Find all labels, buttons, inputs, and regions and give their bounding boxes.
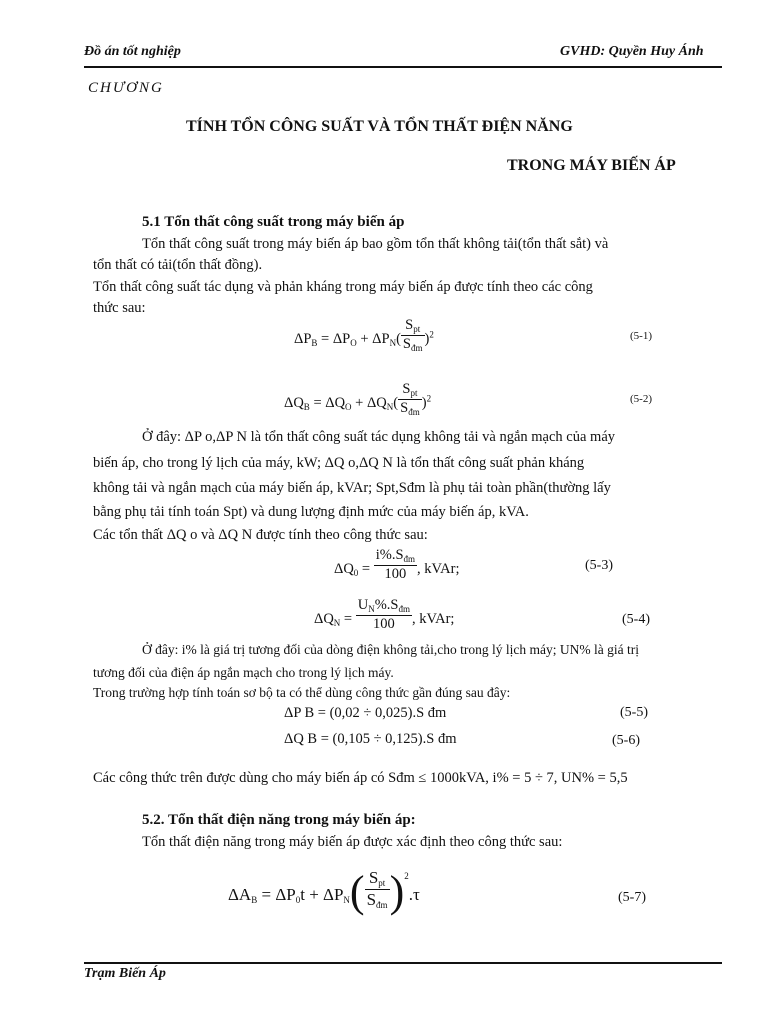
paragraph-line: Ở đây: i% là giá trị tương đối của dòng điện không tải,cho trong lý lịch máy; UN% là giá trị — [142, 642, 639, 657]
equation-5-3: $\Delta Q_0$ = $\frac{i\%.S_{đm}}{100}$ , kVAr; — [334, 547, 460, 582]
paragraph-line: Tổn thất công suất tác dụng và phản kháng trong máy biến áp được tính theo các công — [93, 279, 593, 295]
equation-5-2: $\Delta Q_B = \Delta Q_O + \Delta Q_N$( $\frac{S_{pt}}{S_{đm}}$ )$^2$ — [284, 381, 432, 417]
page-title-line2: TRONG MÁY BIẾN ÁP — [507, 157, 676, 174]
paragraph-line: tổn thất có tải(tổn thất đồng). — [93, 257, 263, 273]
header-rule — [84, 66, 722, 68]
paragraph-line: Ở đây: ΔP o,ΔP N là tổn thất công suất tác dụng không tải và ngắn mạch của máy — [142, 429, 616, 445]
equation-number: (5-3) — [585, 558, 613, 573]
header-left: Đồ án tốt nghiệp — [84, 44, 181, 59]
equation-5-6: ΔQ B = (0,105 ÷ 0,125).S đm — [284, 731, 457, 747]
paragraph-line: Tổn thất công suất trong máy biến áp bao gồm tổn thất không tải(tổn thất sắt) và — [142, 236, 609, 252]
equation-5-7: $\Delta A_B = \Delta P_0t + \Delta P_N$( $\frac{S_{pt}}{S_{đm}}$ )$^2$.τ — [228, 867, 420, 916]
footer-rule — [84, 962, 722, 964]
equation-5-5: ΔP B = (0,02 ÷ 0,025).S đm — [284, 705, 447, 721]
paragraph-line: bằng phụ tải tính toán Spt) và dung lượng định mức của máy biến áp, kVA. — [93, 504, 529, 520]
paragraph-line: tương đối của điện áp ngắn mạch cho trong lý lịch máy. — [93, 665, 394, 680]
page-title-line1: TÍNH TỔN CÔNG SUẤT VÀ TỔN THẤT ĐIỆN NĂNG — [186, 118, 573, 135]
equation-number: (5-7) — [618, 890, 646, 905]
paragraph-line: Trong trường hợp tính toán sơ bộ ta có thể dùng công thức gần đúng sau đây: — [93, 685, 511, 700]
paragraph-line: Các công thức trên được dùng cho máy biến áp có Sđm ≤ 1000kVA, i% = 5 ÷ 7, UN% = 5,5 — [93, 770, 628, 786]
paragraph-line: Các tổn thất ΔQ o và ΔQ N được tính theo công thức sau: — [93, 527, 428, 543]
paragraph-line: biến áp, cho trong lý lịch của máy, kW; ΔQ o,ΔQ N là tổn thất công suất phản kháng — [93, 455, 585, 471]
equation-number: (5-1) — [630, 330, 652, 342]
equation-number: (5-5) — [620, 705, 648, 720]
equation-number: (5-4) — [622, 612, 650, 627]
paragraph-line: Tổn thất điện năng trong máy biến áp được xác định theo công thức sau: — [142, 834, 563, 850]
chapter-label: CHƯƠNG — [88, 80, 164, 96]
section-heading-5-1: 5.1 Tổn thất công suất trong máy biến áp — [142, 214, 405, 230]
header-right: GVHD: Quyền Huy Ánh — [560, 44, 704, 59]
footer-left: Trạm Biến Áp — [84, 966, 166, 981]
equation-number: (5-2) — [630, 393, 652, 405]
equation-5-1: $\Delta P_B = \Delta P_O + \Delta P_N$( $\frac{S_{pt}}{S_{đm}}$ )$^2$ — [294, 317, 434, 353]
paragraph-line: thức sau: — [93, 300, 146, 316]
equation-5-4: $\Delta Q_N$ = $\frac{U_N\%.S_{đm}}{100}$ , kVAr; — [314, 597, 455, 632]
section-heading-5-2: 5.2. Tổn thất điện năng trong máy biến áp: — [142, 812, 416, 828]
paragraph-line: không tải và ngắn mạch của máy biến áp, kVAr; Spt,Sđm là phụ tải toàn phần(thường lấy — [93, 480, 611, 496]
equation-number: (5-6) — [612, 733, 640, 748]
